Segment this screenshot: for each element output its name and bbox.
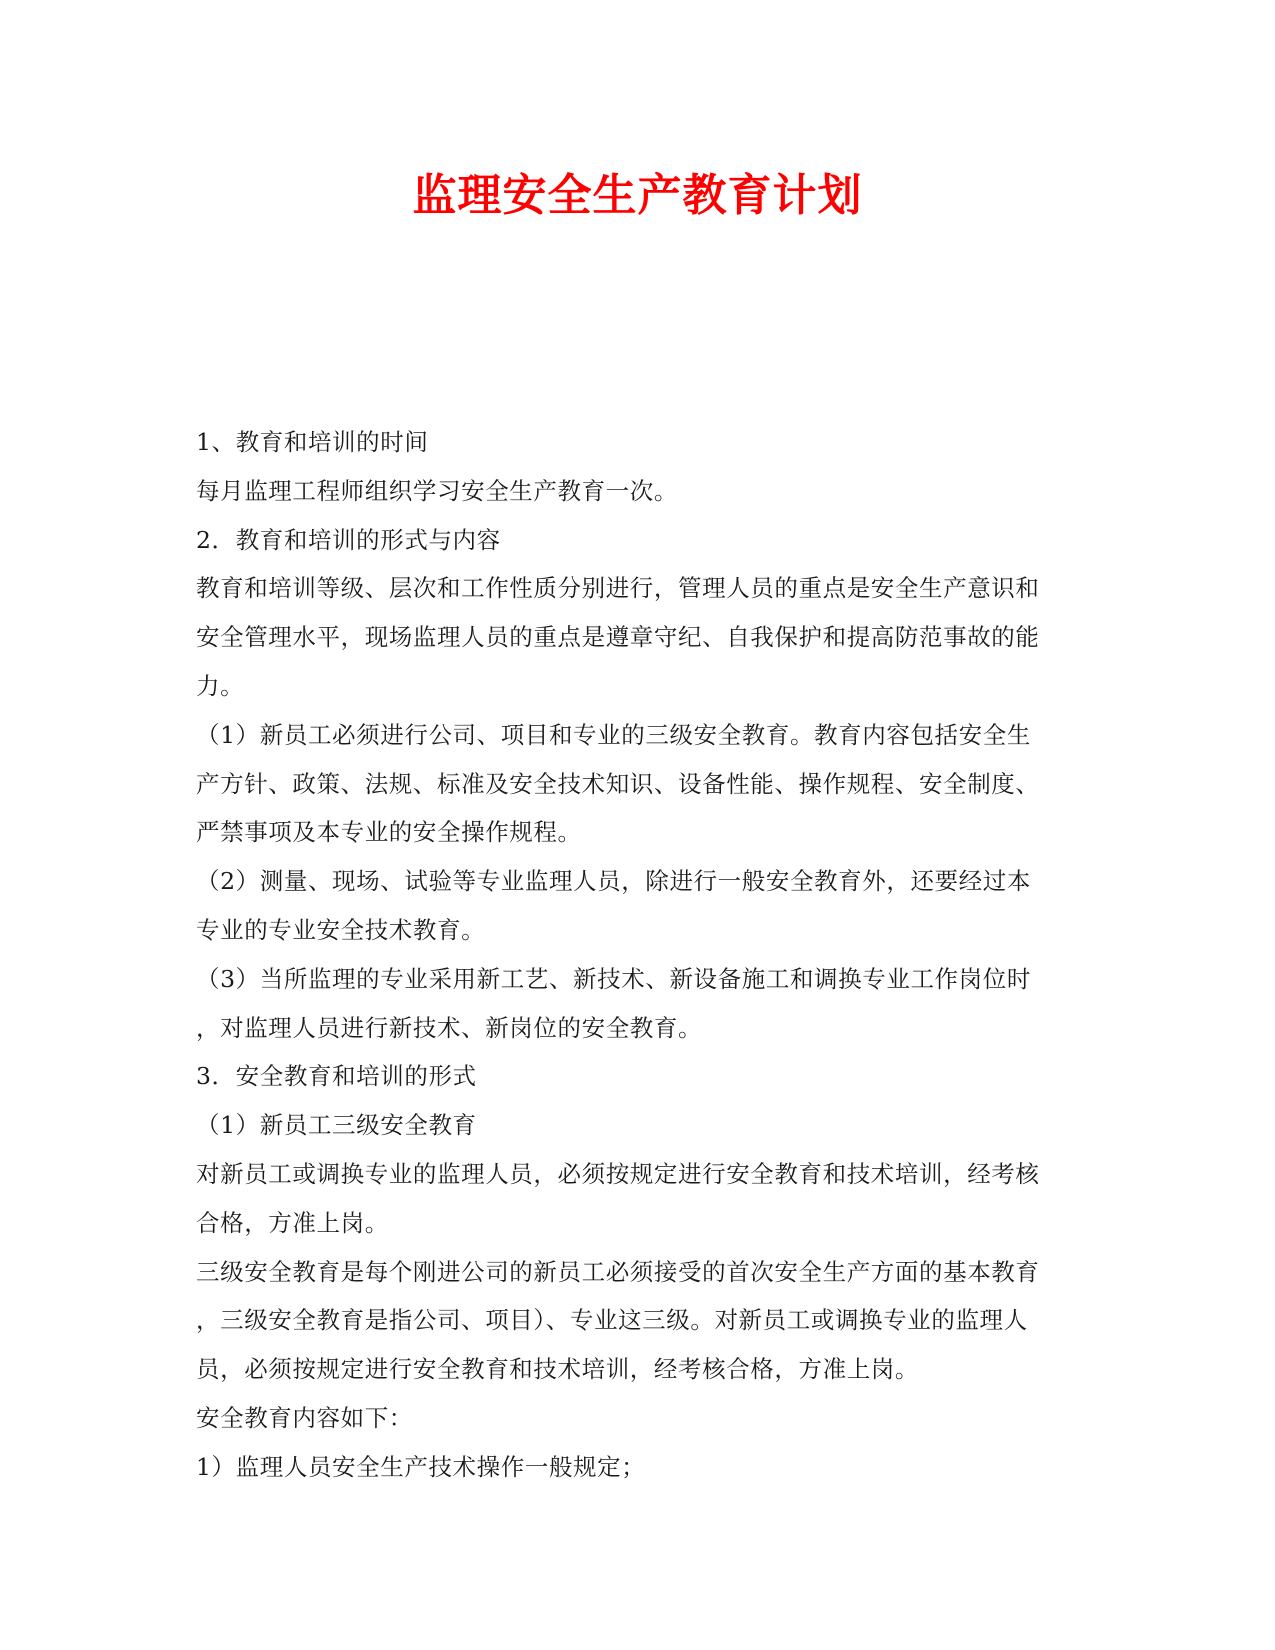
- paragraph-line: 安全教育内容如下：: [196, 1403, 413, 1432]
- paragraph-line: 力。: [196, 671, 245, 700]
- heading-1: 1、教育和培训的时间: [196, 428, 429, 456]
- heading-2: 2．教育和培训的形式与内容: [196, 525, 501, 554]
- paragraph-line: （2）测量、现场、试验等专业监理人员，除进行一般安全教育外，还要经过本: [196, 867, 1031, 896]
- paragraph-line: 员，必须按规定进行安全教育和技术培训，经考核合格，方准上岗。: [196, 1355, 919, 1384]
- heading-3: 3．安全教育和培训的形式: [196, 1062, 477, 1091]
- paragraph-line: 产方针、政策、法规、标准及安全技术知识、设备性能、操作规程、安全制度、: [196, 769, 1040, 798]
- document-body: [196, 418, 1076, 1492]
- document-title: 监理安全生产教育计划: [412, 170, 863, 221]
- paragraph-line: 严禁事项及本专业的安全操作规程。: [196, 818, 582, 847]
- paragraph-line: （1）新员工必须进行公司、项目和专业的三级安全教育。教育内容包括安全生: [196, 720, 1031, 749]
- paragraph-line: 三级安全教育是每个刚进公司的新员工必须接受的首次安全生产方面的基本教育: [196, 1257, 1040, 1286]
- paragraph-line: ，对监理人员进行新技术、新岗位的安全教育。: [196, 1013, 703, 1042]
- list-item: 1）监理人员安全生产技术操作一般规定；: [196, 1452, 646, 1481]
- subheading: （1）新员工三级安全教育: [196, 1111, 477, 1140]
- paragraph-line: 每月监理工程师组织学习安全生产教育一次。: [196, 476, 678, 505]
- paragraph-line: ，三级安全教育是指公司、项目）、专业这三级。对新员工或调换专业的监理人: [196, 1306, 1028, 1335]
- paragraph-line: 安全管理水平，现场监理人员的重点是遵章守纪、自我保护和提高防范事故的能: [196, 623, 1040, 652]
- paragraph-line: 专业的专业安全技术教育。: [196, 915, 486, 944]
- paragraph-line: 合格，方准上岗。: [196, 1208, 389, 1237]
- paragraph-line: 对新员工或调换专业的监理人员，必须按规定进行安全教育和技术培训，经考核: [196, 1159, 1040, 1188]
- paragraph-line: 教育和培训等级、层次和工作性质分别进行，管理人员的重点是安全生产意识和: [196, 574, 1040, 603]
- paragraph-line: （3）当所监理的专业采用新工艺、新技术、新设备施工和调换专业工作岗位时: [196, 964, 1031, 993]
